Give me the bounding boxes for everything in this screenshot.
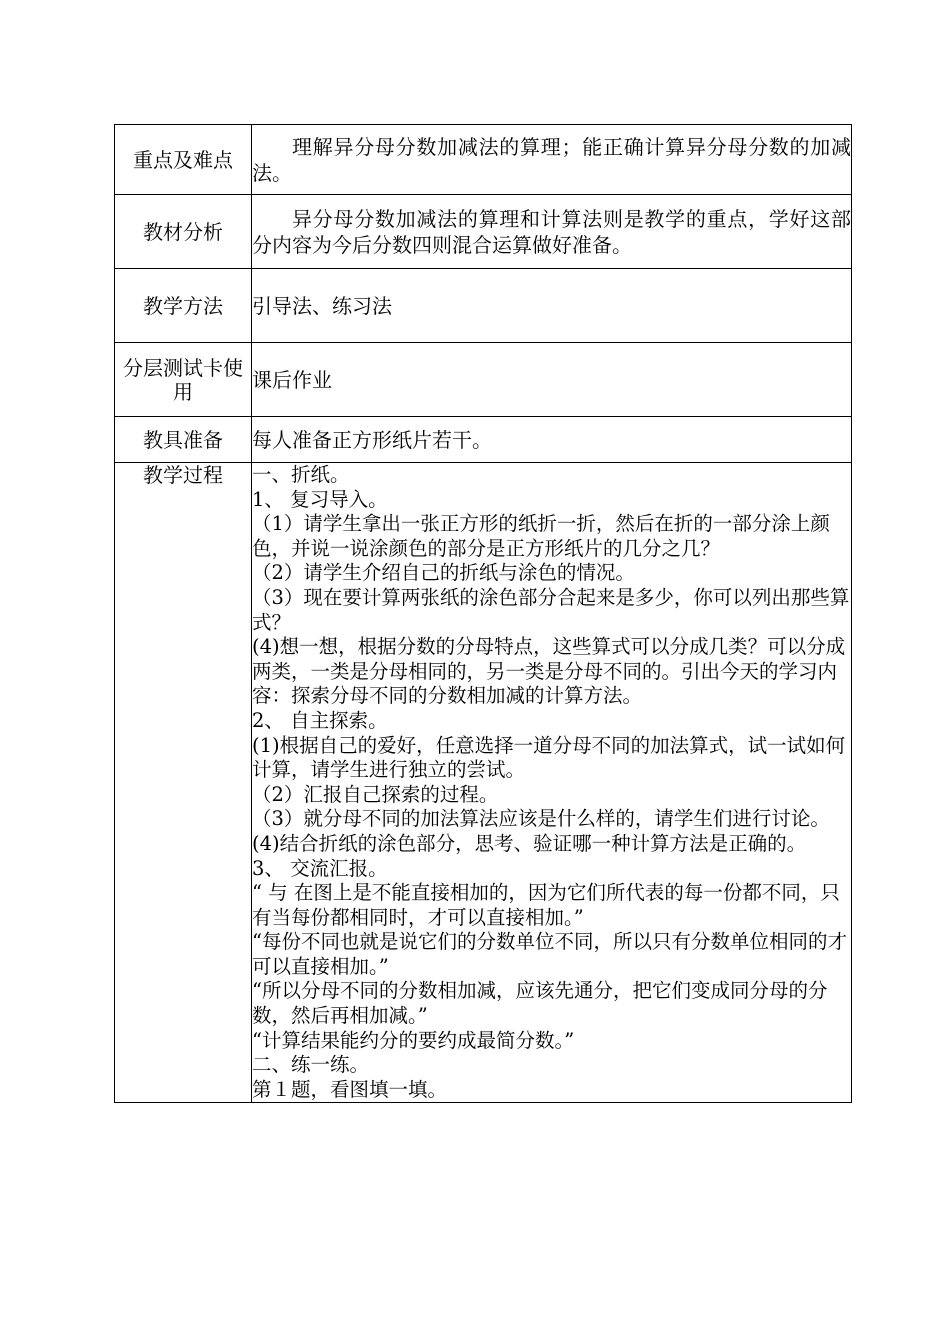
process-line: （3）就分母不同的加法算法应该是什么样的，请学生们进行讨论。 bbox=[252, 807, 830, 831]
row-label-teaching-aids: 教具准备 bbox=[115, 417, 252, 463]
table-row bbox=[115, 463, 852, 1103]
process-line: （2）请学生介绍自己的折纸与涂色的情况。 bbox=[252, 561, 635, 585]
row-label-test-card: 分层测试卡使用 bbox=[115, 343, 252, 417]
row-content-key-points: 理解异分母分数加减法的算理；能正确计算异分母分数的加减法。 bbox=[252, 125, 852, 195]
row-label-key-points: 重点及难点 bbox=[115, 125, 252, 195]
process-line: (1)根据自己的爱好，任意选择一道分母不同的加法算式，试一试如何计算，请学生进行独立的尝试。 bbox=[252, 733, 846, 782]
lesson-plan-table bbox=[114, 124, 852, 1103]
process-line: 一、折纸。 bbox=[252, 463, 350, 486]
process-line: (4)结合折纸的涂色部分，思考、验证哪一种计算方法是正确的。 bbox=[252, 831, 807, 855]
process-line: 第１题，看图填一填。 bbox=[252, 1077, 448, 1101]
row-label-teaching-method: 教学方法 bbox=[115, 269, 252, 343]
row-content-material-analysis: 异分母分数加减法的算理和计算法则是教学的重点，学好这部分内容为今后分数四则混合运算做好准备。 bbox=[252, 195, 852, 269]
process-line: （3）现在要计算两张纸的涂色部分合起来是多少，你可以列出那些算式？ bbox=[252, 585, 850, 634]
process-line: (4)想一想，根据分数的分母特点，这些算式可以分成几类？可以分成两类，一类是分母相同的，另一类是分母不同的。引出今天的学习内容：探索分母不同的分数相加减的计算方法。 bbox=[252, 635, 846, 708]
table-row bbox=[115, 269, 852, 343]
process-line: 2、 自主探索。 bbox=[252, 708, 388, 732]
row-label-material-analysis: 教材分析 bbox=[115, 195, 252, 269]
process-line: “所以分母不同的分数相加减，应该先通分，把它们变成同分母的分数，然后再相加减。” bbox=[252, 979, 828, 1028]
process-line: “每份不同也就是说它们的分数单位不同，所以只有分数单位相同的才可以直接相加。” bbox=[252, 930, 847, 978]
table-row bbox=[115, 195, 852, 269]
process-line: （2）汇报自己探索的过程。 bbox=[252, 782, 499, 806]
row-content-teaching-process bbox=[252, 463, 852, 1103]
table-row bbox=[115, 125, 852, 195]
process-line: “ 与 在图上是不能直接相加的，因为它们所代表的每一份都不同，只有当每份都相同时，才可以直接相加。” bbox=[252, 881, 840, 929]
row-content-teaching-method: 引导法、练习法 bbox=[252, 269, 852, 343]
process-line: 1、 复习导入。 bbox=[252, 487, 388, 511]
table-row bbox=[115, 343, 852, 417]
row-content-teaching-aids: 每人准备正方形纸片若干。 bbox=[252, 417, 852, 463]
table-row bbox=[115, 417, 852, 463]
row-label-teaching-process: 教学过程 bbox=[115, 463, 252, 1103]
row-content-test-card: 课后作业 bbox=[252, 343, 852, 417]
process-line: “计算结果能约分的要约成最简分数。” bbox=[252, 1028, 575, 1052]
process-line: 3、 交流汇报。 bbox=[252, 856, 388, 880]
process-line: （1）请学生拿出一张正方形的纸折一折，然后在折的一部分涂上颜色，并说一说涂颜色的部分是正方形纸片的几分之几？ bbox=[252, 512, 830, 560]
process-line: 二、练一练。 bbox=[252, 1053, 370, 1077]
